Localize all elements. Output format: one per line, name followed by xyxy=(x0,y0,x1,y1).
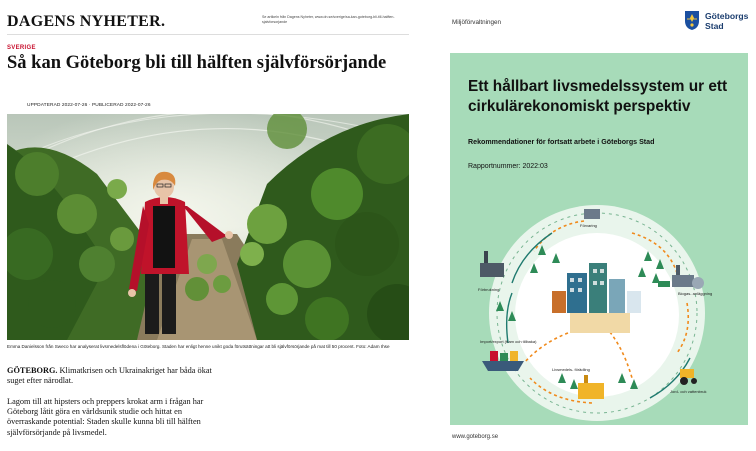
report-cover xyxy=(450,53,748,425)
lede-text: Klimatkrisen och Ukrainakriget har båda ökat suget efter närodlat. xyxy=(7,366,212,386)
label-import-export: Import/export (fram och tillbaka) xyxy=(480,339,537,344)
circular-food-system-illustration xyxy=(472,193,730,423)
report-subtitle: Rekommendationer för fortsatt arbete i Göteborgs Stad xyxy=(468,138,655,146)
article-headline: Så kan Göteborg bli till hälften självförsörjande xyxy=(7,53,387,73)
storage-depot xyxy=(584,209,600,219)
article-photo xyxy=(7,114,409,340)
report-title: Ett hållbart livsmedelssystem ur ett cirkulärekonomiskt perspektiv xyxy=(468,78,728,115)
publish-dates: UPPDATERAD 2022-07-26 · PUBLICERAD 2022-07-26 xyxy=(27,103,151,108)
report-page xyxy=(440,0,756,451)
section-label[interactable]: SVERIGE xyxy=(7,45,36,51)
label-foradling: Livsmedels- förädling xyxy=(552,367,590,372)
department-name: Miljöförvaltningen xyxy=(452,19,502,26)
ship xyxy=(482,351,524,371)
source-note: Se artikeln från Dagens Nyheter, www.dn.se/sverige/sa-kan-goteborg-bli-till-halften-sjalvforsorjande xyxy=(262,15,395,24)
factory xyxy=(480,251,504,277)
label-forvaring: Förvaring xyxy=(580,223,597,228)
label-forbrukning: Förbrukning xyxy=(478,287,500,292)
header-divider xyxy=(7,34,409,35)
dateline: GÖTEBORG. xyxy=(7,366,58,375)
tractor xyxy=(680,369,697,385)
article-body: Lagom till att hipsters och preppers krokat arm i frågan har Göteborg låtit göra en världsunik studie och hittat en överraskande potential: Staden skulle kunna bli till hälften självförsörjande på livsmedel. xyxy=(7,397,204,437)
report-number: Rapportnummer: 2022:03 xyxy=(468,163,548,170)
photo-caption: Emma Danielsson från Sweco har analyserat livsmedelsflödena i Göteborg. Staden har enligt henne unikt goda förutsättningar att bli självförsörjande på mat till 50 procent. Foto: Adam Ihse xyxy=(7,344,390,349)
goteborgs-stad-logo[interactable] xyxy=(683,9,753,35)
report-url[interactable]: www.goteborg.se xyxy=(452,434,499,440)
newspaper-logo[interactable]: DAGENS NYHETER. xyxy=(7,13,166,30)
logo-text-line1: Göteborgs xyxy=(705,11,749,21)
article-lede xyxy=(7,366,222,386)
label-jordbruk: Jord- och vattenbruk xyxy=(670,389,707,394)
greenhouse-photo-illustration xyxy=(7,114,409,340)
logo-text xyxy=(705,12,748,31)
label-biogas: Biogas- anläggning xyxy=(678,291,713,296)
city-crest-icon xyxy=(683,9,701,31)
logo-text-line2: Stad xyxy=(705,20,724,31)
